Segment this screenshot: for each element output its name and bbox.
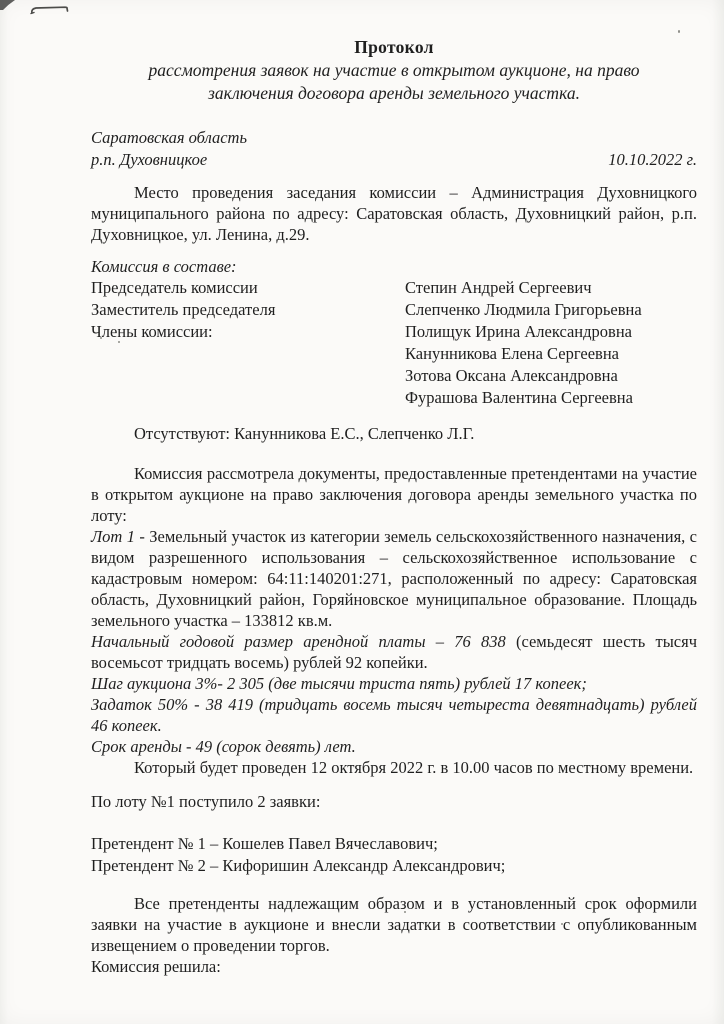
commission-role: Председатель комиссии	[91, 278, 258, 297]
commission-member-name: Канунникова Елена Сергеевна	[405, 344, 619, 363]
handwritten-pen-mark	[28, 1, 72, 16]
commission-row	[91, 277, 697, 299]
commission-member-name: Зотова Оксана Александровна	[405, 366, 618, 385]
commission-member-name: Полищук Ирина Александровна	[405, 322, 632, 341]
initial-price-paragraph	[91, 631, 697, 673]
commission-row	[91, 343, 697, 365]
commission-row	[91, 299, 697, 321]
commission-role	[91, 343, 405, 365]
document-title: Протокол	[354, 37, 434, 57]
deposit-line: Задаток 50% - 38 419 (тридцать восемь тысяч четыреста девятнадцать) рублей 46 копеек.	[91, 695, 697, 735]
commission-row	[91, 387, 697, 409]
decision-heading: Комиссия решила:	[91, 957, 221, 976]
commission-role: Члены комиссии:	[91, 322, 213, 341]
document-content	[91, 0, 697, 977]
review-paragraph: Комиссия рассмотрела документы, предоставленные претендентами на участие в открытом аукционе на право заключения договора аренды земельного участка по лоту:	[91, 464, 697, 525]
place-settlement: р.п. Духовницкое	[91, 150, 208, 169]
lot1-text: - Земельный участок из категории земель сельскохозяйственного назначения, с видом разрешенного использования – сельскохозяйственное использование с кадастровым номером: 64:11:140201:271, расположенный по адресу: Саратовская область, Духовницкий район, Горяйновское муниципальное образование. Площадь земельного участка – 133812 кв.м.	[91, 527, 698, 630]
initial-price-words: (семьдесят шесть тысяч восемьсот тридцать восемь) рублей 92 копейки.	[91, 632, 697, 672]
compliance-paragraph: Все претенденты надлежащим образом и в установленный срок оформили заявки на участие в аукционе и внесли задатки в соответствии с опубликованным извещением о проведении торгов.	[91, 894, 697, 955]
venue-paragraph: Место проведения заседания комиссии – Администрация Духовницкого муниципального района по адресу: Саратовская область, Духовницкий район, р.п. Духовницкое, ул. Ленина, д.29.	[91, 183, 697, 244]
document-subtitle: рассмотрения заявок на участие в открытом аукционе, на право заключения договора аренды земельного участка.	[148, 60, 640, 103]
auction-datetime-paragraph: Который будет проведен 12 октября 2022 г. в 10.00 часов по местному времени.	[134, 758, 694, 777]
document-date: 10.10.2022 г.	[608, 150, 697, 169]
lot1-paragraph	[91, 526, 697, 631]
commission-role: Заместитель председателя	[91, 300, 276, 319]
commission-row	[91, 365, 697, 387]
place-region: Саратовская область	[91, 128, 247, 147]
commission-heading: Комиссия в составе:	[91, 257, 237, 276]
applicants-list	[91, 833, 697, 876]
lease-term-line: Срок аренды - 49 (сорок девять) лет.	[91, 737, 356, 756]
place-and-date-row	[91, 127, 697, 171]
lot-description-block	[91, 463, 697, 778]
applicant-line: Претендент № 2 – Кифоришин Александр Александрович;	[91, 855, 506, 875]
scan-corner-artifact	[0, 0, 15, 10]
commission-member-name: Фурашова Валентина Сергеевна	[405, 388, 633, 407]
applicant-line: Претендент № 1 – Кошелев Павел Вячеславович;	[91, 834, 438, 853]
commission-role	[91, 365, 405, 387]
commission-table	[91, 277, 697, 409]
commission-member-name: Степин Андрей Сергеевич	[405, 278, 592, 297]
place-block	[91, 127, 247, 171]
commission-row	[91, 321, 697, 343]
applications-count-line: По лоту №1 поступило 2 заявки:	[91, 792, 321, 811]
lot1-label: Лот 1	[91, 527, 135, 546]
commission-role	[91, 387, 405, 409]
absent-members-line: Отсутствуют: Канунникова Е.С., Слепченко Л.Г.	[134, 424, 475, 443]
commission-member-name: Слепченко Людмила Григорьевна	[405, 300, 642, 319]
auction-step-line: Шаг аукциона 3%- 2 305 (две тысячи триста пять) рублей 17 копеек;	[91, 674, 587, 693]
initial-price-value: Начальный годовой размер арендной платы – 76 838	[91, 632, 506, 651]
